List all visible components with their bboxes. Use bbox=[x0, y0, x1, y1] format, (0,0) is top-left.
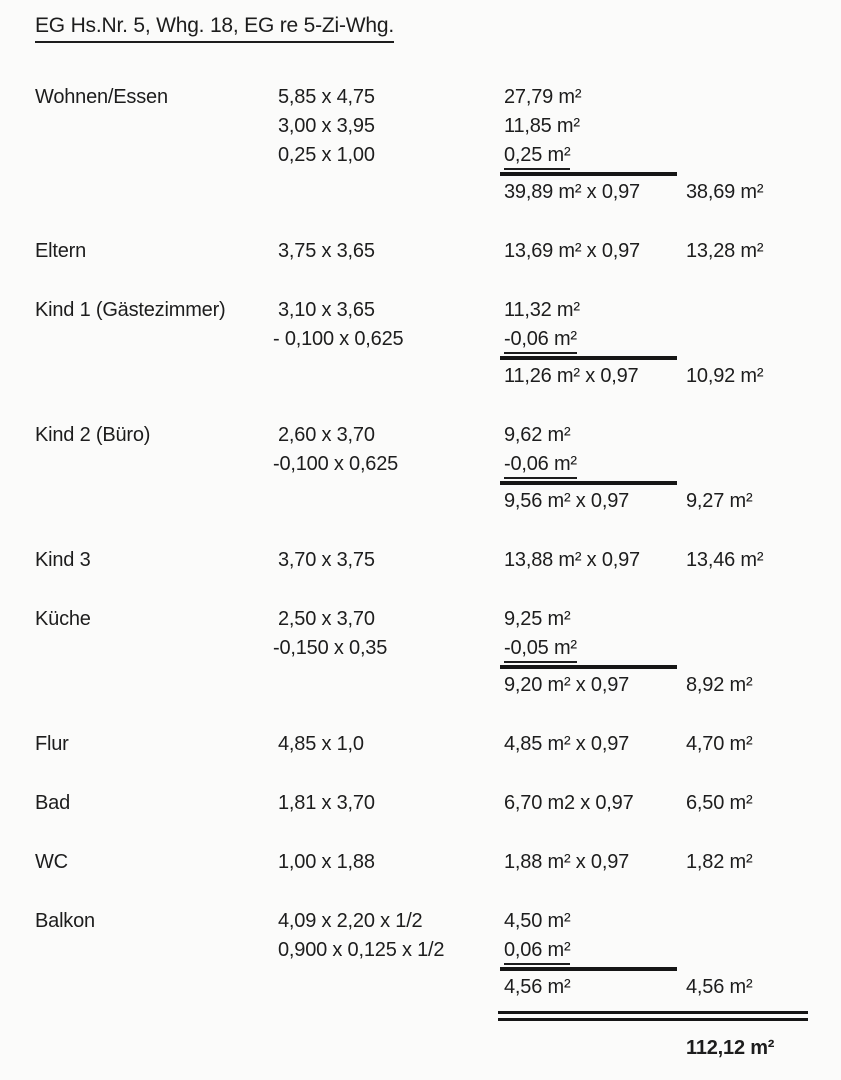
area-value: 9,62 m² bbox=[504, 424, 571, 446]
final-area: 38,69 m² bbox=[686, 181, 764, 203]
table-row bbox=[35, 849, 841, 878]
room-name: Kind 3 bbox=[35, 549, 91, 571]
dimensions: 5,85 x 4,75 bbox=[278, 86, 375, 108]
area-value: -0,06 m² bbox=[504, 453, 577, 479]
area-value: 4,50 m² bbox=[504, 910, 571, 932]
room-block bbox=[35, 908, 841, 1003]
area-sum: 39,89 m² x 0,97 bbox=[504, 181, 640, 203]
room-name: Balkon bbox=[35, 910, 95, 932]
sum-row bbox=[35, 363, 841, 392]
grand-total-rule bbox=[498, 1011, 808, 1021]
sum-row bbox=[35, 672, 841, 701]
dimensions: -0,150 x 0,35 bbox=[273, 637, 388, 659]
room-block bbox=[35, 422, 841, 517]
room-name: WC bbox=[35, 851, 68, 873]
area-value: 0,06 m² bbox=[504, 939, 570, 965]
area-value: 13,69 m² x 0,97 bbox=[504, 240, 640, 262]
final-area: 9,27 m² bbox=[686, 490, 753, 512]
dimensions: 1,81 x 3,70 bbox=[278, 792, 375, 814]
table-row bbox=[35, 297, 841, 326]
area-value: -0,05 m² bbox=[504, 637, 577, 663]
dimensions: 2,50 x 3,70 bbox=[278, 608, 375, 630]
calculation-table bbox=[35, 84, 841, 1003]
table-row bbox=[35, 113, 841, 142]
final-area: 4,70 m² bbox=[686, 733, 753, 755]
dimensions: 3,10 x 3,65 bbox=[278, 299, 375, 321]
dimensions: 3,75 x 3,65 bbox=[278, 240, 375, 262]
grand-total-value: 112,12 m² bbox=[686, 1037, 775, 1059]
sum-rule bbox=[500, 481, 677, 485]
room-block bbox=[35, 606, 841, 701]
dimensions: 4,09 x 2,20 x 1/2 bbox=[278, 910, 423, 932]
room-name: Kind 1 (Gästezimmer) bbox=[35, 299, 226, 321]
table-row bbox=[35, 142, 841, 171]
table-row bbox=[35, 790, 841, 819]
room-name: Küche bbox=[35, 608, 91, 630]
table-row bbox=[35, 84, 841, 113]
dimensions: -0,100 x 0,625 bbox=[273, 453, 399, 475]
room-name: Bad bbox=[35, 792, 70, 814]
room-block bbox=[35, 547, 841, 576]
dimensions: 3,00 x 3,95 bbox=[278, 115, 375, 137]
table-row bbox=[35, 635, 841, 664]
table-row bbox=[35, 937, 841, 966]
sum-rule bbox=[500, 356, 677, 360]
grand-total-row bbox=[35, 1035, 841, 1065]
sum-row bbox=[35, 179, 841, 208]
area-value: 6,70 m2 x 0,97 bbox=[504, 792, 634, 814]
table-row bbox=[35, 731, 841, 760]
dimensions: - 0,100 x 0,625 bbox=[273, 328, 404, 350]
area-value: 1,88 m² x 0,97 bbox=[504, 851, 630, 873]
table-row bbox=[35, 908, 841, 937]
room-block bbox=[35, 849, 841, 878]
room-block bbox=[35, 238, 841, 267]
room-block bbox=[35, 297, 841, 392]
sum-rule bbox=[500, 665, 677, 669]
final-area: 6,50 m² bbox=[686, 792, 753, 814]
final-area: 8,92 m² bbox=[686, 674, 753, 696]
dimensions: 2,60 x 3,70 bbox=[278, 424, 375, 446]
area-value: 4,85 m² x 0,97 bbox=[504, 733, 630, 755]
room-name: Flur bbox=[35, 733, 69, 755]
table-row bbox=[35, 422, 841, 451]
sum-rule bbox=[500, 967, 677, 971]
final-area: 13,28 m² bbox=[686, 240, 764, 262]
dimensions: 3,70 x 3,75 bbox=[278, 549, 375, 571]
sum-row bbox=[35, 488, 841, 517]
room-block bbox=[35, 790, 841, 819]
area-sum: 9,20 m² x 0,97 bbox=[504, 674, 630, 696]
final-area: 13,46 m² bbox=[686, 549, 764, 571]
table-row bbox=[35, 606, 841, 635]
room-block bbox=[35, 731, 841, 760]
table-row bbox=[35, 547, 841, 576]
area-value: 9,25 m² bbox=[504, 608, 571, 630]
title-row bbox=[35, 14, 841, 43]
final-area: 10,92 m² bbox=[686, 365, 764, 387]
table-row bbox=[35, 238, 841, 267]
area-value: 11,32 m² bbox=[504, 299, 580, 321]
room-name: Kind 2 (Büro) bbox=[35, 424, 151, 446]
area-sum: 9,56 m² x 0,97 bbox=[504, 490, 630, 512]
dimensions: 0,900 x 0,125 x 1/2 bbox=[278, 939, 445, 961]
sum-rule bbox=[500, 172, 677, 176]
area-value: 11,85 m² bbox=[504, 115, 580, 137]
dimensions: 4,85 x 1,0 bbox=[278, 733, 364, 755]
dimensions: 1,00 x 1,88 bbox=[278, 851, 375, 873]
area-value: 0,25 m² bbox=[504, 144, 570, 170]
room-name: Wohnen/Essen bbox=[35, 86, 168, 108]
final-area: 1,82 m² bbox=[686, 851, 753, 873]
area-sum: 4,56 m² bbox=[504, 976, 571, 998]
area-value: 13,88 m² x 0,97 bbox=[504, 549, 640, 571]
sum-row bbox=[35, 974, 841, 1003]
area-value: -0,06 m² bbox=[504, 328, 577, 354]
dimensions: 0,25 x 1,00 bbox=[278, 144, 375, 166]
area-sum: 11,26 m² x 0,97 bbox=[504, 365, 639, 387]
room-name: Eltern bbox=[35, 240, 87, 262]
area-value: 27,79 m² bbox=[504, 86, 582, 108]
table-row bbox=[35, 326, 841, 355]
room-block bbox=[35, 84, 841, 208]
page-title: EG Hs.Nr. 5, Whg. 18, EG re 5-Zi-Whg. bbox=[35, 14, 394, 43]
final-area: 4,56 m² bbox=[686, 976, 753, 998]
table-row bbox=[35, 451, 841, 480]
